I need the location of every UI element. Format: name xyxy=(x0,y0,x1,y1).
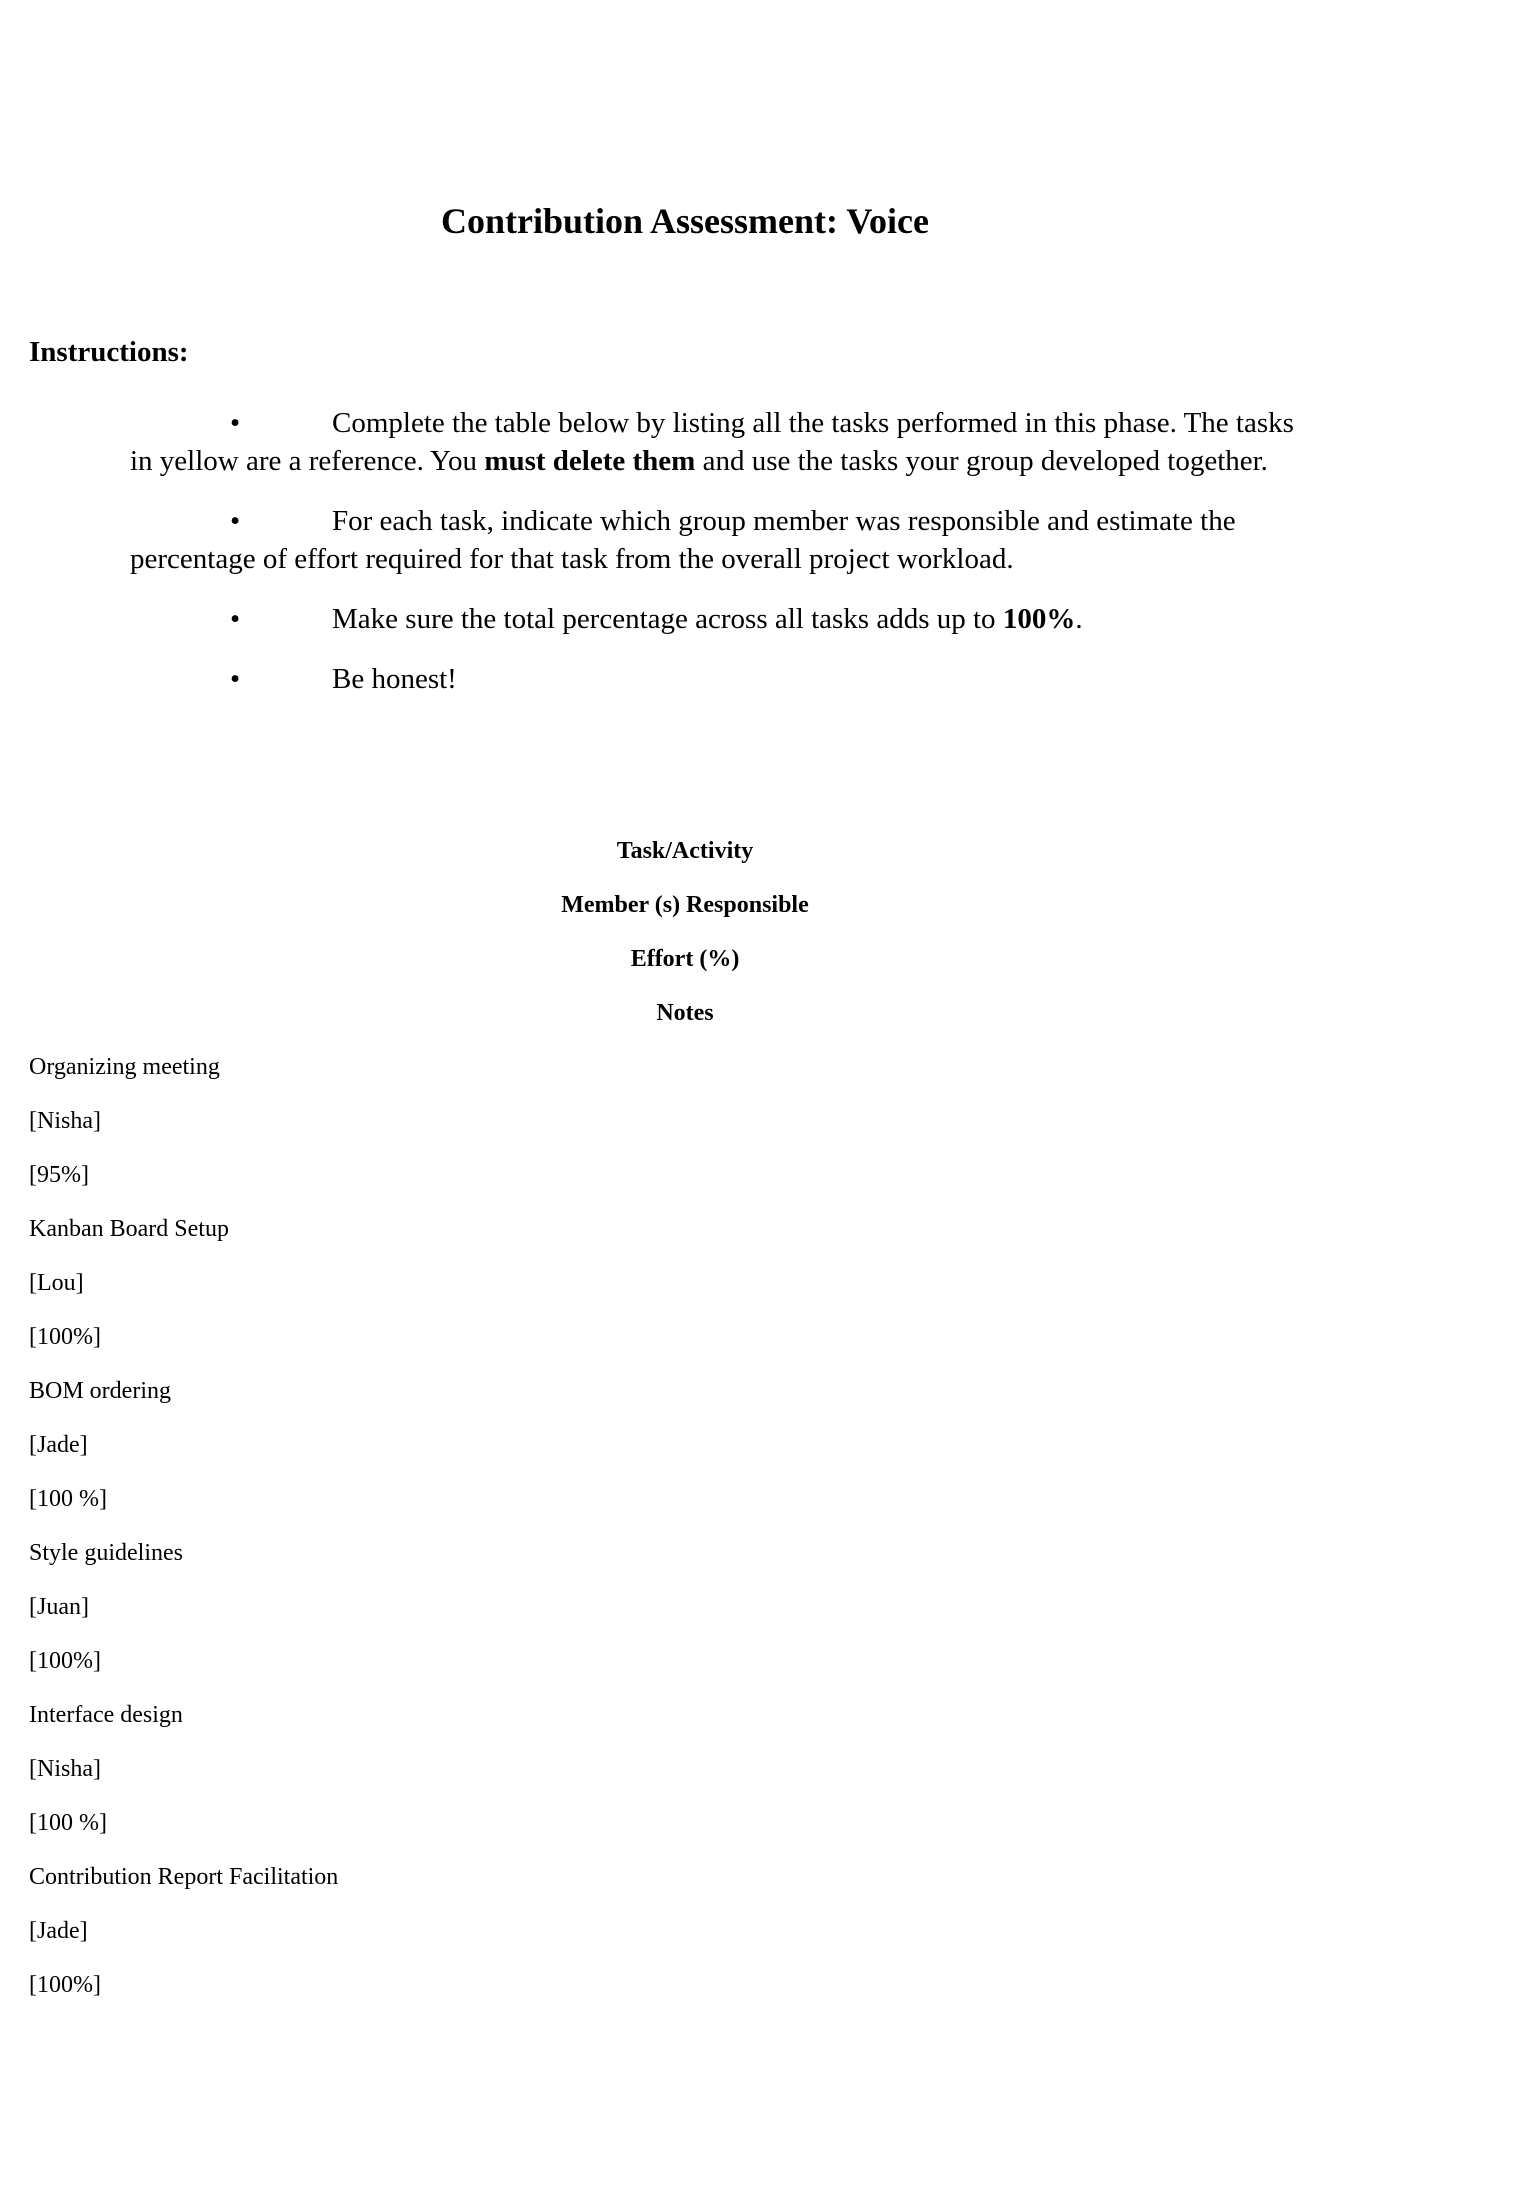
bullet-icon: • xyxy=(230,407,241,439)
effort-cell: [95%] xyxy=(29,1162,89,1188)
instruction-item: • Be honest! xyxy=(130,660,1320,698)
bullet-icon: • xyxy=(230,603,241,635)
header-notes: Notes xyxy=(656,1000,714,1026)
instruction-item: • For each task, indicate which group member was responsible and estimate the percentage of effort required for that task from the overall project workload. xyxy=(130,502,1320,578)
member-cell: [Lou] xyxy=(29,1270,84,1296)
effort-cell: [100%] xyxy=(29,1648,101,1674)
header-member: Member (s) Responsible xyxy=(561,892,809,918)
task-cell: Style guidelines xyxy=(29,1540,183,1566)
member-cell: [Juan] xyxy=(29,1594,89,1620)
member-cell: [Jade] xyxy=(29,1918,88,1944)
table-body xyxy=(29,1050,338,2022)
page-title: Contribution Assessment: Voice xyxy=(440,201,930,241)
effort-cell: [100%] xyxy=(29,1324,101,1350)
task-cell: Contribution Report Facilitation xyxy=(29,1864,339,1890)
instruction-item: • Complete the table below by listing all the tasks performed in this phase. The tasks in yellow are a reference. You must delete them and use the tasks your group developed together. xyxy=(130,404,1320,480)
member-cell: [Nisha] xyxy=(29,1756,101,1782)
instruction-item: • Make sure the total percentage across all tasks adds up to 100%. xyxy=(130,600,1320,638)
effort-cell: [100%] xyxy=(29,1972,101,1998)
instructions-list xyxy=(130,404,1320,698)
task-cell: Kanban Board Setup xyxy=(29,1216,229,1242)
bullet-icon: • xyxy=(230,663,241,695)
task-cell: BOM ordering xyxy=(29,1378,171,1404)
task-cell: Interface design xyxy=(29,1702,183,1728)
bullet-icon: • xyxy=(230,505,241,537)
effort-cell: [100 %] xyxy=(29,1810,107,1836)
header-effort: Effort (%) xyxy=(630,946,740,972)
member-cell: [Jade] xyxy=(29,1432,88,1458)
effort-cell: [100 %] xyxy=(29,1486,107,1512)
task-cell: Organizing meeting xyxy=(29,1054,220,1080)
table-header-block xyxy=(0,834,1370,1050)
member-cell: [Nisha] xyxy=(29,1108,101,1134)
header-task: Task/Activity xyxy=(616,838,754,864)
instructions-heading: Instructions: xyxy=(29,336,189,368)
